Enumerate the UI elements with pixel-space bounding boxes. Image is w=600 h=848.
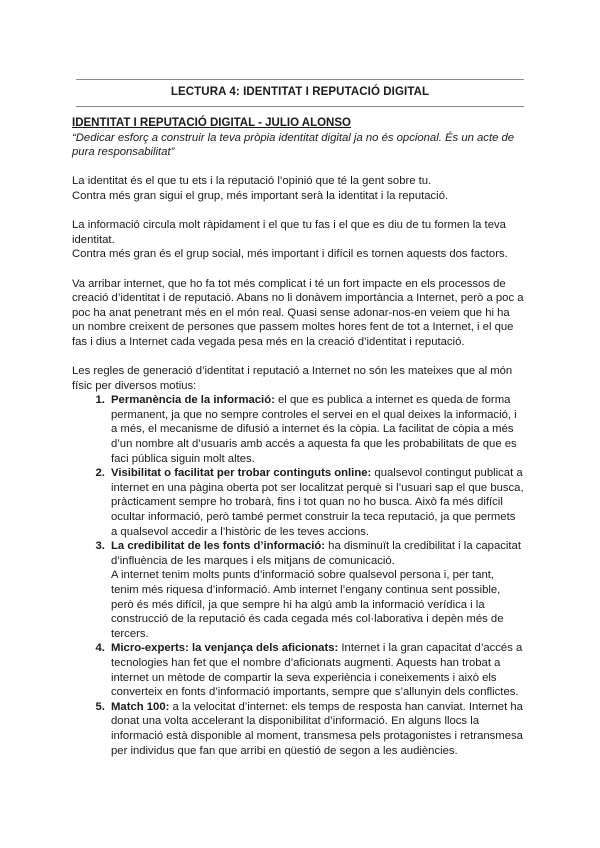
- list-item-lead: Micro-experts: la venjança dels aficionats:: [111, 642, 339, 655]
- list-item-text: qualsevol contingut publicat a internet en una pàgina oberta pot ser localitzat perquè si l’usuari sap el que busca, pràcticament sempre ho trobarà, fins i tot quan no ho busca. Això fa més difícil ocultar informació, però també permet construir la teca reputació, ja que permets a qualsevol accedir a l’històric de les teves accions.: [111, 467, 524, 538]
- list-item-lead: Match 100:: [111, 700, 170, 713]
- section-heading: IDENTITAT I REPUTACIÓ DIGITAL - JULIO ALONSO: [72, 117, 351, 129]
- paragraph: Les regles de generació d’identitat i reputació a Internet no són les mateixes que al món físic per diversos motius:: [72, 365, 513, 392]
- document-body: [72, 116, 524, 758]
- reasons-list: [72, 393, 524, 758]
- list-item: [108, 700, 524, 758]
- paragraph: Va arribar internet, que ho fa tot més complicat i té un fort impacte en els processos de creació d’identitat i de reputació. Abans no li donàvem importància a Internet, però a poc a poc ha anat penetrant més en el món real. Quasi sense adonar-nos-en veiem que hi ha un nombre creixent de persones que passem moltes hores fent de tot a Internet, i el que fas i dius a Internet cada vegada pesa més en la creació d’identitat i reputació.: [72, 277, 524, 348]
- paragraph: La informació circula molt ràpidament i el que tu fas i el que es diu de tu formen la teva identitat.: [72, 219, 506, 246]
- list-item-text: a la velocitat d’internet: els temps de resposta han canviat. Internet ha donat una volta accelerant la disponibilitat d’informació. En alguns llocs la informació està disponible al moment, transmesa pels protagonistes i retransmesa per individus que fan que arribi en qüestió de segon a les audiències.: [111, 700, 523, 757]
- list-item-text: ha disminuït la credibilitat i la capacitat d’influència de les marques i els mitjans de comunicació.: [111, 540, 521, 567]
- epigraph-quote: “Dedicar esforç a construir la teva pròpia identitat digital ja no és opcional. És un acte de pura responsabilitat”: [72, 131, 515, 159]
- list-item-lead: Visibilitat o facilitat per trobar continguts online:: [111, 467, 372, 480]
- list-item: [108, 539, 524, 641]
- paragraph: La identitat és el que tu ets i la reputació l’opinió que té la gent sobre tu.: [72, 175, 432, 188]
- list-item-text: A internet tenim molts punts d’informació sobre qualsevol persona i, per tant, tenim més riquesa d’informació. Amb internet l’engany continua sent possible, però és més difícil, ja que sempre hi ha algú amb la informació verídica i la construcció de la reputació és cada cegada més col·laborativa i depèn més de tercers.: [111, 569, 504, 640]
- top-divider: [76, 79, 524, 80]
- list-item-lead: Permanència de la informació:: [111, 394, 275, 407]
- paragraph: Contra més gran és el grup social, més important i difícil es tornen aquests dos factors.: [72, 248, 508, 261]
- page-title: LECTURA 4: IDENTITAT I REPUTACIÓ DIGITAL: [170, 86, 430, 98]
- list-item: [108, 393, 524, 466]
- list-item-lead: La credibilitat de les fonts d’informació:: [111, 540, 326, 553]
- paragraph: Contra més gran sigui el grup, més important serà la identitat i la reputació.: [72, 189, 449, 202]
- list-item: [108, 466, 524, 539]
- title-divider: [76, 106, 524, 107]
- list-item-text: Internet i la gran capacitat d’accés a tecnologies han fet que el nombre d’aficionats augmenti. Aquests han trobat a internet un mètode de compartir la seva experiència i coneixements i això els converteix en fonts d’informació importants, sempre que s’allunyin dels conflictes.: [111, 642, 523, 699]
- list-item: [108, 641, 524, 699]
- list-item-text: el que es publica a internet es queda de forma permanent, ja que no sempre controles el servei en el qual deixes la informació, i a més, el mecanisme de difusió a internet és la còpia. La facilitat de còpia a més d’un nombre alt d’usuaris amb accés a aquesta fa que les probabilitats de que es faci pública siguin molt altes.: [111, 394, 517, 465]
